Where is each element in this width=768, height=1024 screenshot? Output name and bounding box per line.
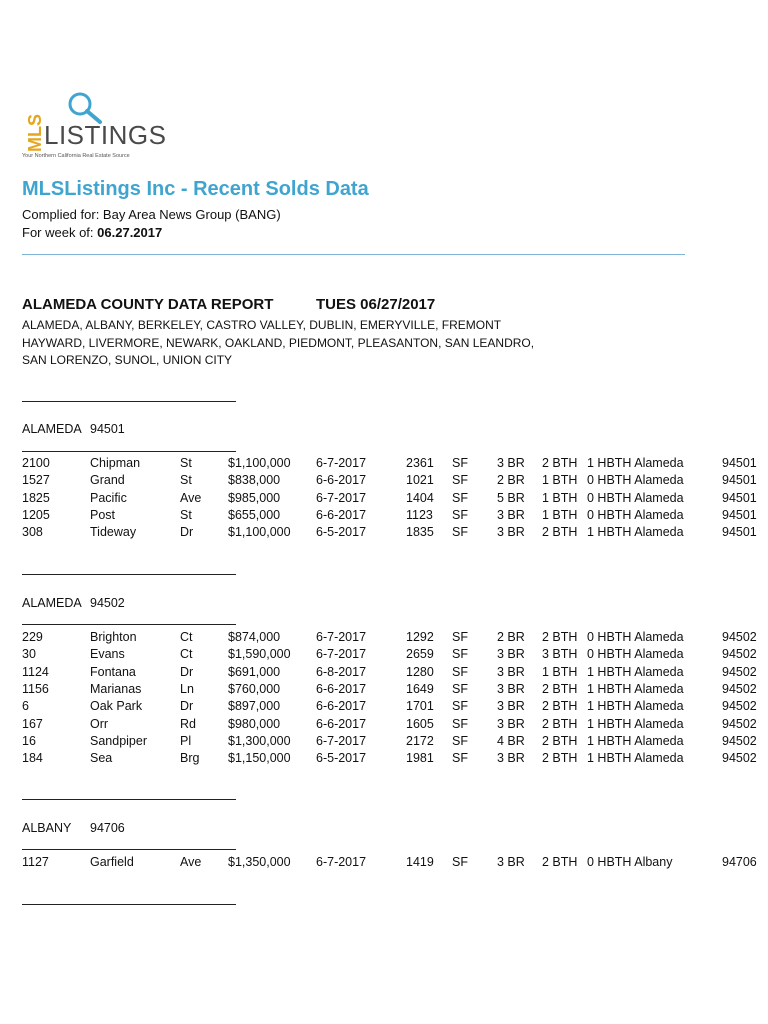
week-value: 06.27.2017 — [97, 225, 163, 240]
zip-code-cell: 94501 — [722, 473, 757, 488]
property-type-cell: SF — [452, 751, 468, 766]
bathrooms-cell: 2 BTH — [542, 855, 578, 869]
sale-date-cell: 6-6-2017 — [316, 716, 367, 731]
sale-price-cell: $1,300,000 — [228, 733, 291, 748]
bedrooms-cell: 3 BR — [497, 647, 525, 662]
sale-price-cell: $655,000 — [228, 507, 281, 522]
table-row — [0, 630, 768, 646]
sale-date-cell: 6-6-2017 — [316, 681, 367, 696]
page-title: MLSListings Inc - Recent Solds Data — [22, 178, 369, 200]
sale-date-cell: 6-5-2017 — [316, 751, 367, 766]
street-name-cell: Sea — [90, 751, 113, 766]
section-divider — [22, 849, 236, 850]
property-type-cell: SF — [452, 647, 468, 662]
street-name-cell: Sandpiper — [90, 733, 147, 748]
sale-price-cell: $760,000 — [228, 681, 281, 696]
street-suffix-cell: Brg — [180, 751, 200, 766]
street-number-cell: 30 — [22, 647, 36, 662]
street-suffix-cell: Ave — [180, 490, 202, 505]
bedrooms-cell: 3 BR — [497, 525, 525, 540]
half-baths-city-cell: 0 HBTH Alameda — [587, 647, 684, 662]
cities-line: HAYWARD, LIVERMORE, NEWARK, OAKLAND, PIEDMONT, PLEASANTON, SAN LEANDRO, — [22, 336, 535, 350]
bedrooms-cell: 3 BR — [497, 699, 525, 714]
bathrooms-cell: 2 BTH — [542, 733, 578, 748]
sale-price-cell: $691,000 — [228, 664, 281, 679]
week-of — [22, 225, 162, 240]
table-row — [0, 473, 768, 489]
bedrooms-cell: 3 BR — [497, 716, 525, 731]
bathrooms-cell: 1 BTH — [542, 490, 578, 505]
street-name-cell: Chipman — [90, 456, 141, 470]
section-divider — [22, 904, 236, 905]
property-type-cell: SF — [452, 507, 468, 522]
property-type-cell: SF — [452, 456, 468, 470]
square-feet-cell: 1981 — [406, 751, 434, 766]
bedrooms-cell: 3 BR — [497, 507, 525, 522]
zip-code-cell: 94502 — [722, 733, 757, 748]
sale-date-cell: 6-7-2017 — [316, 490, 367, 505]
half-baths-city-cell: 1 HBTH Alameda — [587, 716, 684, 731]
square-feet-cell: 2172 — [406, 733, 434, 748]
header-divider — [22, 254, 685, 255]
street-suffix-cell: Ave — [180, 855, 202, 869]
street-suffix-cell: Rd — [180, 716, 196, 731]
half-baths-city-cell: 1 HBTH Alameda — [587, 681, 684, 696]
cities-line: ALAMEDA, ALBANY, BERKELEY, CASTRO VALLEY, DUBLIN, EMERYVILLE, FREMONT — [22, 318, 502, 332]
zip-code-cell: 94501 — [722, 525, 757, 540]
section-city: ALAMEDA — [22, 596, 82, 610]
section-divider — [22, 624, 236, 625]
property-type-cell: SF — [452, 490, 468, 505]
square-feet-cell: 1835 — [406, 525, 434, 540]
street-number-cell: 1205 — [22, 507, 50, 522]
street-suffix-cell: St — [180, 456, 192, 470]
sale-price-cell: $1,100,000 — [228, 525, 291, 540]
sale-date-cell: 6-7-2017 — [316, 733, 367, 748]
section-divider — [22, 574, 236, 575]
property-type-cell: SF — [452, 664, 468, 679]
bedrooms-cell: 2 BR — [497, 630, 525, 644]
street-number-cell: 1527 — [22, 473, 50, 488]
table-row — [0, 456, 768, 472]
table-row — [0, 665, 768, 681]
sale-price-cell: $1,100,000 — [228, 456, 291, 470]
table-row — [0, 734, 768, 750]
square-feet-cell: 2659 — [406, 647, 434, 662]
sale-date-cell: 6-7-2017 — [316, 456, 367, 470]
bathrooms-cell: 2 BTH — [542, 699, 578, 714]
bedrooms-cell: 3 BR — [497, 664, 525, 679]
logo-tagline: Your Northern California Real Estate Source — [22, 153, 130, 159]
zip-code-cell: 94706 — [722, 855, 757, 869]
table-row — [0, 717, 768, 733]
square-feet-cell: 2361 — [406, 456, 434, 470]
section-zip: 94706 — [90, 821, 125, 835]
street-name-cell: Marianas — [90, 681, 142, 696]
zip-code-cell: 94501 — [722, 507, 757, 522]
table-row — [0, 699, 768, 715]
street-suffix-cell: Dr — [180, 664, 194, 679]
bathrooms-cell: 2 BTH — [542, 456, 578, 470]
street-name-cell: Orr — [90, 716, 109, 731]
square-feet-cell: 1404 — [406, 490, 434, 505]
bathrooms-cell: 2 BTH — [542, 716, 578, 731]
section-header — [22, 422, 125, 436]
zip-code-cell: 94501 — [722, 456, 757, 470]
zip-code-cell: 94502 — [722, 681, 757, 696]
square-feet-cell: 1419 — [406, 855, 434, 869]
property-type-cell: SF — [452, 699, 468, 714]
section-zip: 94502 — [90, 596, 125, 610]
sale-price-cell: $1,150,000 — [228, 751, 291, 766]
report-title: ALAMEDA COUNTY DATA REPORT — [22, 296, 274, 313]
street-number-cell: 1156 — [22, 681, 49, 696]
bathrooms-cell: 2 BTH — [542, 751, 578, 766]
bathrooms-cell: 1 BTH — [542, 664, 578, 679]
street-name-cell: Tideway — [90, 525, 137, 540]
sale-date-cell: 6-8-2017 — [316, 664, 367, 679]
street-name-cell: Brighton — [90, 630, 137, 644]
bathrooms-cell: 2 BTH — [542, 681, 578, 696]
street-name-cell: Evans — [90, 647, 125, 662]
street-number-cell: 1127 — [22, 855, 49, 869]
bathrooms-cell: 1 BTH — [542, 473, 578, 488]
half-baths-city-cell: 1 HBTH Alameda — [587, 699, 684, 714]
bathrooms-cell: 2 BTH — [542, 630, 578, 644]
half-baths-city-cell: 0 HBTH Alameda — [587, 473, 684, 488]
street-number-cell: 2100 — [22, 456, 50, 470]
street-number-cell: 6 — [22, 699, 29, 714]
sale-date-cell: 6-7-2017 — [316, 647, 367, 662]
sale-price-cell: $1,590,000 — [228, 647, 291, 662]
report-date: TUES 06/27/2017 — [316, 296, 436, 313]
zip-code-cell: 94502 — [722, 647, 757, 662]
street-suffix-cell: Dr — [180, 525, 194, 540]
bedrooms-cell: 4 BR — [497, 733, 525, 748]
table-row — [0, 491, 768, 507]
zip-code-cell: 94502 — [722, 751, 757, 766]
bedrooms-cell: 5 BR — [497, 490, 525, 505]
half-baths-city-cell: 0 HBTH Alameda — [587, 490, 684, 505]
half-baths-city-cell: 1 HBTH Alameda — [587, 525, 684, 540]
square-feet-cell: 1280 — [406, 664, 434, 679]
table-row — [0, 751, 768, 767]
street-name-cell: Garfield — [90, 855, 134, 869]
square-feet-cell: 1021 — [406, 473, 434, 488]
sale-price-cell: $897,000 — [228, 699, 281, 714]
street-suffix-cell: Pl — [180, 733, 192, 748]
bedrooms-cell: 3 BR — [497, 751, 525, 766]
half-baths-city-cell: 1 HBTH Alameda — [587, 733, 684, 748]
zip-code-cell: 94502 — [722, 664, 757, 679]
mlslistings-logo — [22, 92, 167, 164]
square-feet-cell: 1605 — [406, 716, 434, 731]
street-number-cell: 308 — [22, 525, 43, 540]
section-city: ALBANY — [22, 821, 72, 835]
cities-line: SAN LORENZO, SUNOL, UNION CITY — [22, 353, 233, 367]
section-header — [22, 596, 125, 610]
section-divider — [22, 451, 236, 452]
street-name-cell: Grand — [90, 473, 125, 488]
table-row — [0, 682, 768, 698]
section-city: ALAMEDA — [22, 422, 82, 436]
property-type-cell: SF — [452, 716, 468, 731]
table-row — [0, 508, 768, 524]
zip-code-cell: 94502 — [722, 699, 757, 714]
bathrooms-cell: 3 BTH — [542, 647, 578, 662]
bathrooms-cell: 1 BTH — [542, 507, 578, 522]
street-suffix-cell: Ct — [180, 647, 193, 662]
street-name-cell: Fontana — [90, 664, 136, 679]
half-baths-city-cell: 1 HBTH Alameda — [587, 664, 684, 679]
zip-code-cell: 94501 — [722, 490, 757, 505]
property-type-cell: SF — [452, 681, 468, 696]
zip-code-cell: 94502 — [722, 630, 757, 644]
logo-mls-text: MLS — [25, 114, 45, 152]
half-baths-city-cell: 0 HBTH Albany — [587, 855, 673, 869]
table-row — [0, 855, 768, 871]
zip-code-cell: 94502 — [722, 716, 757, 731]
table-row — [0, 647, 768, 663]
sale-price-cell: $874,000 — [228, 630, 281, 644]
sale-price-cell: $838,000 — [228, 473, 281, 488]
bedrooms-cell: 3 BR — [497, 855, 525, 869]
property-type-cell: SF — [452, 630, 468, 644]
sale-date-cell: 6-6-2017 — [316, 473, 367, 488]
street-number-cell: 167 — [22, 716, 43, 731]
week-label: For week of: — [22, 225, 94, 240]
street-number-cell: 229 — [22, 630, 43, 644]
half-baths-city-cell: 0 HBTH Alameda — [587, 630, 684, 644]
bathrooms-cell: 2 BTH — [542, 525, 578, 540]
street-suffix-cell: Ln — [180, 681, 194, 696]
bedrooms-cell: 3 BR — [497, 456, 525, 470]
sale-date-cell: 6-7-2017 — [316, 630, 367, 644]
street-name-cell: Post — [90, 507, 116, 522]
section-divider — [22, 401, 236, 402]
sale-date-cell: 6-5-2017 — [316, 525, 367, 540]
bedrooms-cell: 2 BR — [497, 473, 525, 488]
property-type-cell: SF — [452, 855, 468, 869]
report-heading — [22, 296, 436, 313]
street-number-cell: 16 — [22, 733, 36, 748]
sale-price-cell: $980,000 — [228, 716, 281, 731]
property-type-cell: SF — [452, 733, 468, 748]
section-divider — [22, 799, 236, 800]
square-feet-cell: 1292 — [406, 630, 434, 644]
street-number-cell: 1825 — [22, 490, 50, 505]
sale-date-cell: 6-6-2017 — [316, 507, 367, 522]
property-type-cell: SF — [452, 525, 468, 540]
section-zip: 94501 — [90, 422, 125, 436]
street-name-cell: Pacific — [90, 490, 127, 505]
sale-price-cell: $985,000 — [228, 490, 281, 505]
compiled-for: Complied for: Bay Area News Group (BANG) — [22, 207, 281, 222]
half-baths-city-cell: 1 HBTH Alameda — [587, 751, 684, 766]
street-suffix-cell: Ct — [180, 630, 193, 644]
sale-date-cell: 6-6-2017 — [316, 699, 367, 714]
sale-price-cell: $1,350,000 — [228, 855, 291, 869]
property-type-cell: SF — [452, 473, 468, 488]
half-baths-city-cell: 0 HBTH Alameda — [587, 507, 684, 522]
street-suffix-cell: St — [180, 473, 192, 488]
street-suffix-cell: Dr — [180, 699, 194, 714]
square-feet-cell: 1123 — [406, 507, 433, 522]
bedrooms-cell: 3 BR — [497, 681, 525, 696]
square-feet-cell: 1649 — [406, 681, 434, 696]
section-header — [22, 821, 125, 835]
half-baths-city-cell: 1 HBTH Alameda — [587, 456, 684, 470]
street-name-cell: Oak Park — [90, 699, 143, 714]
logo-listings-text: LISTINGS — [44, 120, 167, 150]
street-suffix-cell: St — [180, 507, 192, 522]
square-feet-cell: 1701 — [406, 699, 434, 714]
street-number-cell: 1124 — [22, 664, 49, 679]
street-number-cell: 184 — [22, 751, 43, 766]
sale-date-cell: 6-7-2017 — [316, 855, 367, 869]
table-row — [0, 525, 768, 541]
